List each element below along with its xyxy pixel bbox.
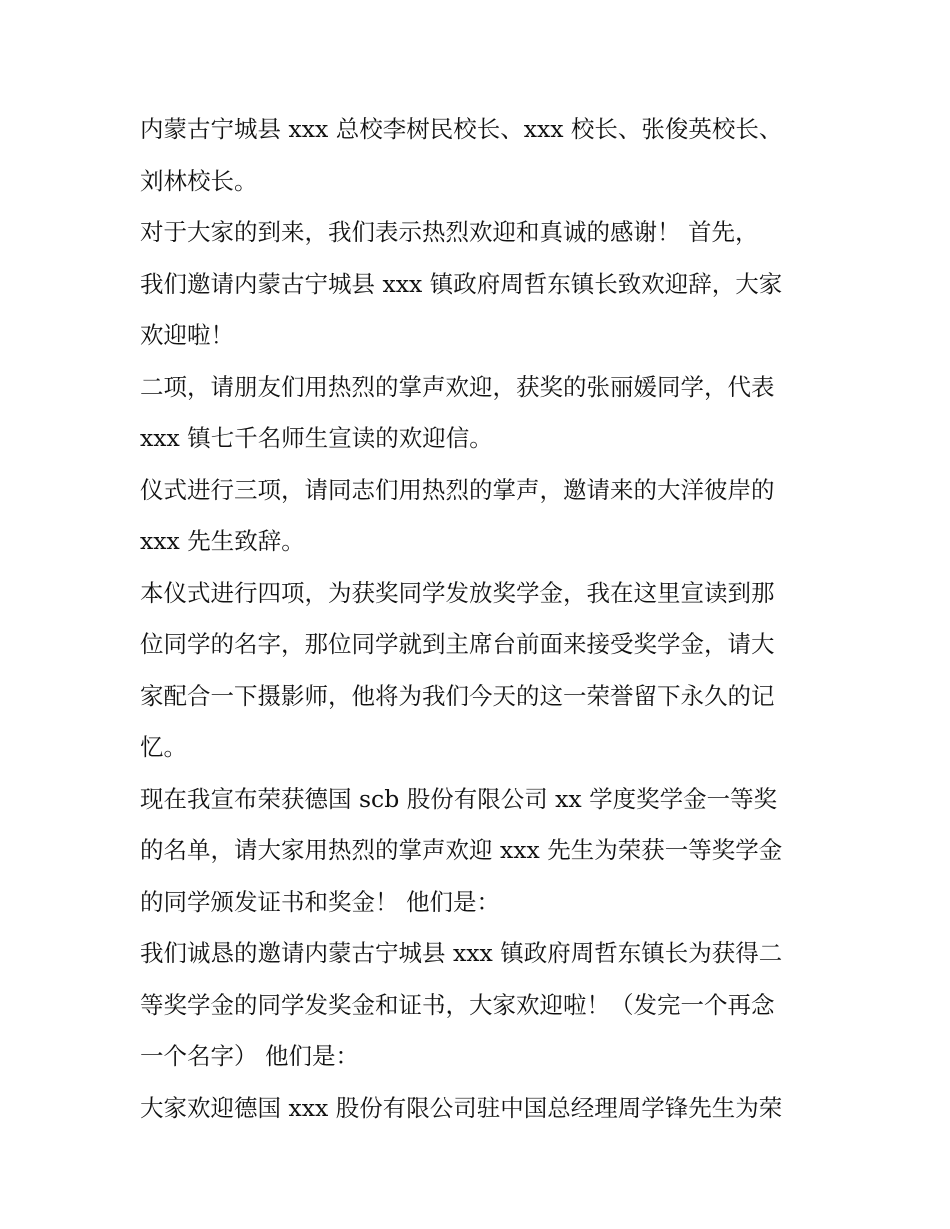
- text-line: 二项，请朋友们用热烈的掌声欢迎，获奖的张丽媛同学，代表: [140, 372, 775, 401]
- text-line: 的同学颁发证书和奖金！ 他们是：: [140, 887, 500, 916]
- text-line: 现在我宣布荣获德国 scb 股份有限公司 xx 学度奖学金一等奖: [140, 784, 778, 813]
- text-line: 刘林校长。: [140, 166, 258, 195]
- text-line: 我们邀请内蒙古宁城县 xxx 镇政府周哲东镇长致欢迎辞，大家: [140, 269, 783, 298]
- document-body: [140, 104, 820, 1134]
- text-line: 我们诚恳的邀请内蒙古宁城县 xxx 镇政府周哲东镇长为获得二: [140, 939, 783, 967]
- text-line: 等奖学金的同学发奖金和证书，大家欢迎啦！（发完一个再念: [140, 990, 775, 1019]
- text-line: 大家欢迎德国 xxx 股份有限公司驻中国总经理周学锋先生为荣: [140, 1093, 783, 1122]
- text-line: xxx 先生致辞。: [140, 527, 305, 555]
- text-line: 忆。: [140, 733, 187, 761]
- text-line: xxx 镇七千名师生宣读的欢迎信。: [140, 424, 493, 452]
- text-line: 本仪式进行四项，为获奖同学发放奖学金，我在这里宣读到那: [140, 578, 775, 607]
- text-line: 的名单，请大家用热烈的掌声欢迎 xxx 先生为荣获一等奖学金: [140, 836, 783, 864]
- text-line: 一个名字） 他们是：: [140, 1042, 359, 1070]
- text-line: 对于大家的到来，我们表示热烈欢迎和真诚的感谢！ 首先，: [140, 218, 759, 246]
- text-line: 仪式进行三项，请同志们用热烈的掌声，邀请来的大洋彼岸的: [140, 475, 775, 504]
- text-line: 内蒙古宁城县 xxx 总校李树民校长、xxx 校长、张俊英校长、: [140, 115, 783, 143]
- text-line: 欢迎啦！: [140, 321, 234, 349]
- text-line: 位同学的名字，那位同学就到主席台前面来接受奖学金，请大: [140, 630, 775, 658]
- text-line: 家配合一下摄影师，他将为我们今天的这一荣誉留下永久的记: [140, 681, 775, 710]
